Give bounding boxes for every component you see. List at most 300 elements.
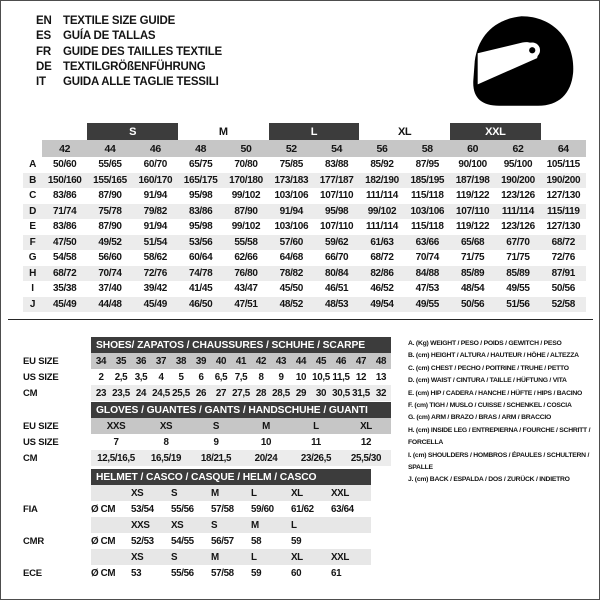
measurement-cell: 87/90 [98, 221, 122, 233]
measurement-cell: 74/78 [189, 267, 213, 279]
measurement-cell: 75/85 [279, 159, 303, 171]
gloves-us-row [23, 434, 391, 450]
measurement-cell: 71/75 [460, 252, 485, 264]
guide-title: GUÍA DE TALLAS [63, 30, 156, 43]
value-cell: 57/58 [211, 503, 234, 515]
size-column-header: 46 [133, 140, 178, 157]
row-label: D [29, 205, 36, 217]
legend-item: F. (cm) TIGH / MUSLO / CUISSE / SCHENKEL / COSCIA [408, 402, 572, 410]
measurement-cell: 49/52 [98, 236, 122, 248]
row-label-cm: CM [23, 387, 38, 399]
measurement-cell: 85/89 [460, 267, 485, 279]
measurement-cell: 123/126 [501, 190, 535, 202]
measurement-cell: 91/94 [279, 205, 303, 217]
measurement-cell: 99/102 [231, 190, 261, 202]
spacer [23, 517, 91, 533]
value-cell: 3,5 [134, 371, 148, 383]
value-cell: 10 [260, 436, 272, 448]
measurement-cell: 111/114 [501, 205, 534, 217]
value-cell: XS [171, 517, 211, 533]
gloves-eu-row [23, 418, 391, 434]
measurement-row [23, 173, 586, 189]
value-cell: M [211, 485, 251, 501]
value-cell: 12 [360, 436, 372, 448]
value-cell: 11 [311, 436, 321, 448]
value-cell: 24,5 [151, 385, 171, 401]
measurement-cell: 60/64 [189, 252, 213, 264]
fia-sizes-row [23, 485, 371, 501]
value-cell: 36 [131, 353, 151, 369]
row-label: F [29, 236, 36, 248]
value-cell: 10 [295, 371, 307, 383]
helmet-table-title: HELMET / CASCO / CASQUE / HELM / CASCO [91, 469, 371, 485]
measurement-row [23, 250, 586, 266]
value-cell: 23/26,5 [291, 450, 341, 466]
measurement-cell: 46/50 [189, 298, 213, 310]
value-cell: 18/21,5 [191, 450, 241, 466]
spacer-cell [91, 549, 131, 565]
size-number-row [23, 140, 586, 157]
measurement-cell: 45/50 [279, 283, 303, 295]
measurement-cell: 48/52 [279, 298, 303, 310]
measurement-cell: 190/200 [546, 174, 581, 186]
value-cell: XL [341, 418, 391, 434]
value-cell: XXL [331, 485, 371, 501]
size-column-header: 50 [223, 140, 268, 157]
measurement-cell: 107/110 [320, 221, 354, 233]
value-cell: 2 [98, 371, 104, 383]
measurement-cell: 80/84 [324, 267, 349, 279]
spacer-cell [91, 485, 131, 501]
measurement-cell: 85/89 [506, 267, 530, 279]
value-cell: 8 [258, 371, 264, 383]
value-cell: 41 [231, 353, 251, 369]
measurement-cell: 70/80 [234, 159, 258, 171]
value-cell: 32 [371, 385, 391, 401]
measurement-cell: 87/90 [98, 190, 122, 202]
value-cell: 9 [278, 371, 284, 383]
gloves-size-table [23, 402, 391, 466]
measurement-cell: 185/195 [410, 174, 445, 186]
value-cell: 10,5 [312, 371, 330, 383]
cmr-values-row [23, 533, 371, 549]
value-cell: 6,5 [214, 371, 228, 383]
measurement-cell: 83/86 [189, 205, 213, 217]
value-cell: 54/55 [171, 535, 194, 547]
measurement-cell: 68/72 [53, 267, 77, 279]
value-cell: 63/64 [331, 503, 354, 515]
spacer [23, 549, 91, 565]
language-code: EN [36, 15, 52, 27]
measurement-cell: 70/74 [98, 267, 122, 279]
measurement-cell: 65/68 [460, 236, 485, 248]
value-cell: 31,5 [351, 385, 371, 401]
size-column-header: 62 [495, 140, 540, 157]
value-cell: 43 [271, 353, 291, 369]
legend-item: D. (cm) WAIST / CINTURA / TAILLE / HÜFTUNG / VITA [408, 377, 567, 385]
value-cell: 9 [213, 436, 219, 448]
language-row [36, 60, 222, 75]
measurement-cell: 78/82 [279, 267, 303, 279]
measurement-cell: 45/49 [53, 298, 77, 310]
ece-values-row [23, 565, 371, 581]
measurement-cell: 103/106 [274, 190, 309, 202]
measurement-cell: 72/76 [143, 267, 167, 279]
measurement-row [23, 281, 586, 297]
measurement-cell: 127/130 [546, 190, 581, 202]
measurement-cell: 63/66 [415, 236, 439, 248]
measurement-cell: 50/56 [551, 283, 575, 295]
legend-item: A. (Kg) WEIGHT / PESO / POIDS / GEWITCH / PESO [408, 340, 562, 347]
legend-item: H. (cm) INSIDE LEG / ENTREPIERNA / FOURCHE / SCHRITT / FORCELLA [408, 426, 591, 447]
value-cell: S [171, 485, 211, 501]
measurement-cell: 35/38 [53, 283, 77, 295]
shoes-size-table [23, 337, 391, 401]
measurement-cell: 95/98 [324, 205, 349, 217]
value-cell: 45 [311, 353, 331, 369]
measurement-cell: 95/98 [189, 221, 213, 233]
language-row [36, 75, 222, 90]
value-cell: 44 [291, 353, 311, 369]
row-label: E [29, 221, 36, 233]
diameter-unit-cell: Ø CM [91, 535, 116, 547]
value-cell: 57/58 [211, 567, 234, 579]
measurement-cell: 119/122 [456, 190, 490, 202]
size-group-header: L [269, 123, 360, 140]
measurement-cell: 127/130 [546, 221, 581, 233]
measurement-cell: 150/160 [47, 174, 82, 186]
value-cell: 13 [375, 371, 387, 383]
measurement-cell: 155/165 [93, 174, 127, 186]
row-label: G [28, 252, 37, 264]
measurement-cell: 58/62 [143, 252, 167, 264]
row-label-fia: FIA [23, 503, 38, 515]
measurement-cell: 75/78 [98, 205, 122, 217]
row-label-us-size: US SIZE [23, 436, 59, 448]
size-column-header: 52 [269, 140, 314, 157]
measurement-cell: 79/82 [143, 205, 167, 217]
row-label-eu-size: EU SIZE [23, 355, 59, 367]
value-cell: 4 [158, 371, 164, 383]
measurement-cell: 44/48 [98, 298, 122, 310]
language-code: DE [36, 60, 52, 73]
section-divider [8, 319, 593, 320]
spacer [23, 402, 91, 418]
value-cell: M [241, 418, 291, 434]
value-cell: 52/53 [131, 535, 154, 547]
measurement-cell: 115/119 [547, 205, 580, 217]
value-cell: 53/54 [131, 503, 154, 515]
legend-item: G. (cm) ARM / BRAZO / BRAS / ARM / BRACCIO [408, 414, 552, 422]
measurement-cell: 51/54 [143, 236, 167, 248]
value-cell: S [171, 549, 211, 565]
row-label: I [31, 283, 34, 295]
measurement-cell: 68/72 [551, 236, 575, 248]
row-label: H [29, 267, 36, 279]
value-cell: S [191, 418, 241, 434]
measurement-cell: 187/198 [455, 174, 490, 186]
gloves-table-title: GLOVES / GUANTES / GANTS / HANDSCHUHE / GUANTI [91, 402, 391, 418]
spacer-cell [23, 140, 42, 157]
measurement-cell: 173/183 [274, 174, 309, 186]
value-cell: 34 [91, 353, 111, 369]
measurement-cell: 103/106 [410, 205, 445, 217]
value-cell: 61/62 [291, 503, 314, 515]
measurement-cell: 64/68 [279, 252, 303, 264]
legend-item: I. (cm) SHOULDERS / HOMBROS / ÉPAULES / SCHULTERN / SPALLE [408, 451, 590, 472]
measurement-cell: 49/55 [506, 283, 530, 295]
value-cell: XXL [331, 549, 371, 565]
size-group-header: XL [397, 125, 412, 138]
measurement-cell: 71/75 [506, 252, 530, 264]
row-label-cmr: CMR [23, 535, 45, 547]
measurement-cell: 70/74 [415, 252, 439, 264]
fia-values-row [23, 501, 371, 517]
value-cell: 42 [251, 353, 271, 369]
measurement-cell: 50/56 [460, 298, 485, 310]
measurement-cell: 72/76 [551, 252, 575, 264]
value-cell: S [211, 517, 251, 533]
measurement-cell: 177/187 [319, 174, 354, 186]
measurement-cell: 119/122 [456, 221, 490, 233]
measurement-cell: 190/200 [501, 174, 535, 186]
measurement-cell: 45/49 [143, 298, 167, 310]
cmr-sizes-row [23, 517, 371, 533]
value-cell: 7 [113, 436, 119, 448]
value-cell [331, 533, 371, 549]
measurement-cell: 107/110 [456, 205, 490, 217]
value-cell: 25,5/30 [341, 450, 391, 466]
row-label-eu-size: EU SIZE [23, 420, 59, 432]
size-group-header: M [218, 125, 228, 138]
value-cell: 6 [198, 371, 204, 383]
measurement-cell: 123/126 [501, 221, 535, 233]
value-cell: XXS [91, 418, 141, 434]
main-size-table [23, 123, 586, 312]
size-group-header: XXL [450, 123, 541, 140]
guide-title: TEXTILGRÖßENFÜHRUNG [63, 60, 206, 73]
measurement-cell: 37/40 [98, 283, 122, 295]
value-cell: 59/60 [251, 503, 274, 515]
helmet-title-row [23, 469, 371, 485]
value-cell: 7,5 [234, 371, 248, 383]
value-cell: XS [141, 418, 191, 434]
gloves-title-row [23, 402, 391, 418]
row-label: A [29, 159, 36, 171]
measurement-cell: 56/60 [98, 252, 122, 264]
value-cell: 28 [251, 385, 271, 401]
value-cell: 12 [355, 371, 367, 383]
measurement-cell: 85/92 [370, 159, 394, 171]
measurement-cell: 48/53 [324, 298, 349, 310]
measurement-cell: 99/102 [367, 205, 397, 217]
value-cell: 29 [291, 385, 311, 401]
language-code: FR [36, 45, 51, 58]
measurement-cell: 46/52 [370, 283, 394, 295]
value-cell: 16,5/19 [141, 450, 191, 466]
measurement-cell: 47/51 [234, 298, 258, 310]
measurement-cell: 50/60 [53, 159, 77, 171]
measurement-cell: 87/91 [551, 267, 575, 279]
value-cell: 47 [351, 353, 371, 369]
value-cell: 38 [171, 353, 191, 369]
value-cell: 40 [211, 353, 231, 369]
measurement-cell: 87/95 [415, 159, 439, 171]
gloves-cm-row [23, 450, 391, 466]
measurement-cell: 53/56 [189, 236, 213, 248]
spacer-cell [23, 123, 87, 140]
value-cell: 35 [111, 353, 131, 369]
value-cell: 39 [191, 353, 211, 369]
value-cell: L [251, 549, 291, 565]
legend-item: C. (cm) CHEST / PECHO / POITRINE / TRUHE / PETTO [408, 364, 569, 372]
language-code: ES [36, 30, 51, 43]
spacer [23, 485, 91, 501]
measurement-cell: 76/80 [234, 267, 258, 279]
measurement-cell: 84/88 [415, 267, 439, 279]
legend-item: B. (cm) HEIGHT / ALTURA / HAUTEUR / HÖHE / ALTEZZA [408, 352, 579, 360]
measurement-row [23, 297, 586, 313]
language-code: IT [36, 76, 46, 89]
measurement-cell: 83/86 [53, 221, 77, 233]
language-row [36, 14, 222, 29]
measurement-cell: 65/75 [189, 159, 213, 171]
value-cell: 58 [251, 535, 262, 547]
measurement-cell: 182/190 [365, 174, 399, 186]
value-cell: 59 [251, 567, 262, 579]
measurement-cell: 49/54 [370, 298, 394, 310]
value-cell: 28,5 [271, 385, 291, 401]
shoes-eu-row [23, 353, 391, 369]
measurement-cell: 83/88 [324, 159, 349, 171]
measurement-cell: 61/63 [370, 236, 394, 248]
spacer-cell [91, 517, 131, 533]
size-column-header: 58 [405, 140, 450, 157]
value-cell: 56/57 [211, 535, 234, 547]
measurement-cell: 52/58 [551, 298, 575, 310]
measurement-cell: 39/42 [143, 283, 167, 295]
measurement-cell: 82/86 [370, 267, 394, 279]
size-group-header: S [87, 123, 178, 140]
diameter-unit-cell: Ø CM [91, 503, 116, 515]
measurement-row [23, 235, 586, 251]
value-cell: 23,5 [111, 385, 131, 401]
value-cell: 8 [163, 436, 169, 448]
value-cell: 27,5 [231, 385, 251, 401]
measurement-cell: 105/115 [546, 159, 580, 171]
value-cell: 55/56 [171, 503, 194, 515]
value-cell: 53 [131, 567, 142, 579]
measurement-cell: 67/70 [506, 236, 530, 248]
measurement-cell: 47/50 [53, 236, 77, 248]
measurement-cell: 55/65 [98, 159, 122, 171]
measurement-cell: 95/100 [503, 159, 533, 171]
measurement-cell: 62/66 [234, 252, 258, 264]
size-column-header: 44 [87, 140, 132, 157]
value-cell: 25,5 [171, 385, 191, 401]
guide-title: GUIDE DES TAILLES TEXTILE [63, 45, 222, 58]
value-cell: 24 [131, 385, 151, 401]
measurement-cell: 51/56 [506, 298, 530, 310]
language-row [36, 45, 222, 60]
size-column-header: 64 [541, 140, 586, 157]
size-group-row [23, 123, 586, 140]
measurement-cell: 115/118 [410, 190, 444, 202]
measurement-cell: 99/102 [231, 221, 261, 233]
row-label-ece: ECE [23, 567, 42, 579]
value-cell: 27 [211, 385, 231, 401]
measurement-cell: 91/94 [143, 190, 167, 202]
row-label: C [29, 190, 36, 202]
size-column-header: 60 [450, 140, 495, 157]
measurement-row [23, 188, 586, 204]
size-column-header: 48 [178, 140, 223, 157]
guide-title: GUIDA ALLE TAGLIE TESSILI [63, 76, 219, 89]
measurement-cell: 111/114 [365, 190, 398, 202]
measurement-legend [408, 338, 596, 487]
value-cell: 55/56 [171, 567, 194, 579]
measurement-cell: 165/175 [183, 174, 218, 186]
helmet-size-table [23, 469, 371, 581]
value-cell: M [251, 517, 291, 533]
value-cell: 5 [178, 371, 184, 383]
value-cell: 20/24 [241, 450, 291, 466]
diameter-unit-cell: Ø CM [91, 567, 116, 579]
size-column-header: 54 [314, 140, 359, 157]
row-label: B [29, 174, 36, 186]
measurement-cell: 103/106 [274, 221, 309, 233]
shoes-title-row [23, 337, 391, 353]
value-cell: L [251, 485, 291, 501]
value-cell: 11,5 [332, 371, 350, 383]
value-cell: L [291, 517, 331, 533]
value-cell: 37 [151, 353, 171, 369]
measurement-cell: 68/72 [370, 252, 394, 264]
measurement-row [23, 157, 586, 173]
row-label-us-size: US SIZE [23, 371, 59, 383]
shoes-us-row [23, 369, 391, 385]
value-cell: 12,5/16,5 [91, 450, 141, 466]
spacer-cell [541, 123, 586, 140]
measurement-cell: 115/118 [410, 221, 444, 233]
measurement-cell: 170/180 [229, 174, 263, 186]
measurement-cell: 83/86 [53, 190, 77, 202]
guide-title: TEXTILE SIZE GUIDE [63, 15, 176, 27]
measurement-cell: 60/70 [143, 159, 167, 171]
measurement-cell: 107/110 [320, 190, 354, 202]
spacer [23, 469, 91, 485]
language-row [36, 29, 222, 44]
measurement-cell: 49/55 [415, 298, 439, 310]
shoes-table-title: SHOES/ ZAPATOS / CHAUSSURES / SCHUHE / SCARPE [91, 337, 391, 353]
size-column-header: 42 [42, 140, 87, 157]
value-cell: L [291, 418, 341, 434]
legend-item: E. (cm) HIP / CADERA / HANCHE / HÜFTE / HIPS / BACINO [408, 389, 583, 397]
value-cell: XL [291, 549, 331, 565]
shoes-cm-row [23, 385, 391, 401]
helmet-icon [466, 11, 578, 111]
ece-sizes-row [23, 549, 371, 565]
measurement-cell: 91/94 [143, 221, 167, 233]
row-label: J [29, 298, 36, 310]
measurement-cell: 46/51 [324, 283, 349, 295]
measurement-cell: 90/100 [458, 159, 487, 171]
value-cell: 48 [371, 353, 391, 369]
measurement-cell: 111/114 [365, 221, 398, 233]
value-cell: 61 [331, 567, 342, 579]
measurement-cell: 55/58 [234, 236, 258, 248]
value-cell: XS [131, 485, 171, 501]
